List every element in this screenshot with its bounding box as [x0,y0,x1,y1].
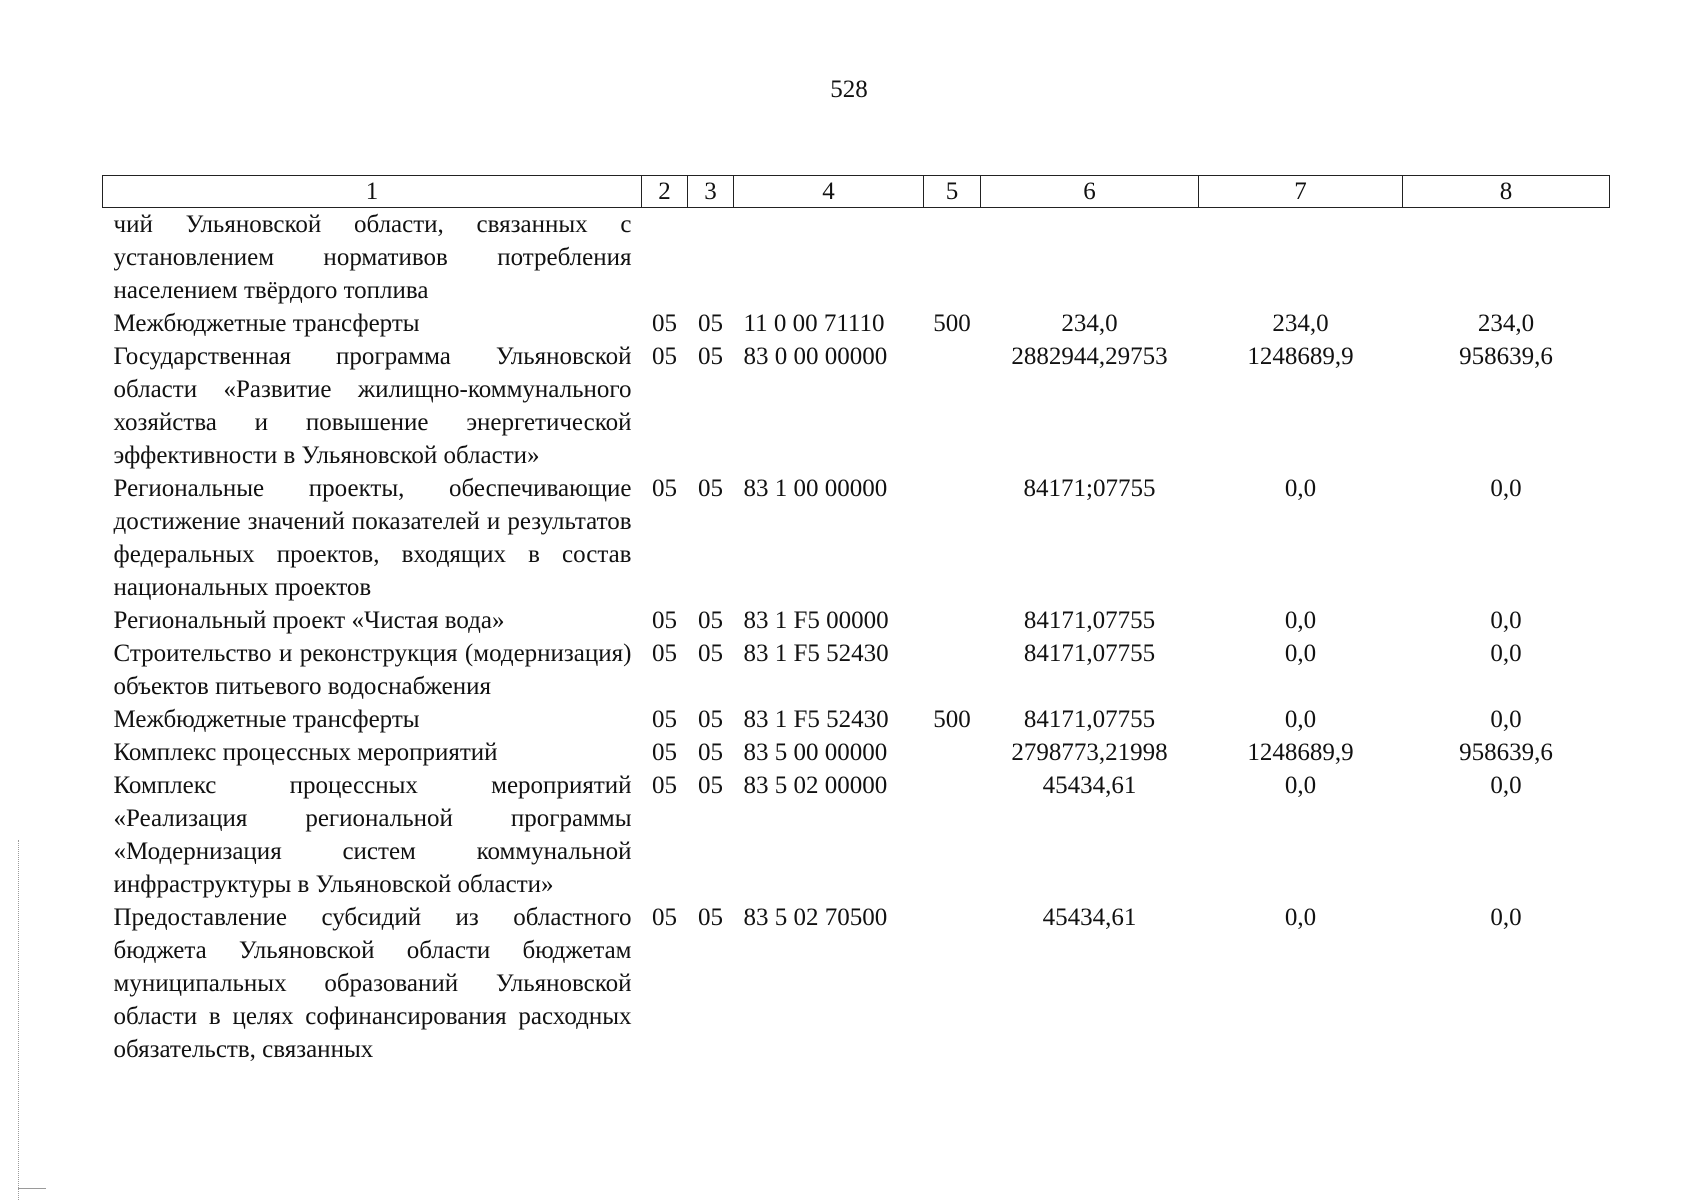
row-section: 05 [652,343,677,370]
row-amount-col8: 0,0 [1490,772,1522,799]
column-header-4: 4 [734,176,924,208]
row-amount-col6: 84171,07755 [1023,640,1156,667]
row-section [642,208,688,308]
page-number: 528 [830,76,868,103]
scan-margin-line [18,840,20,1200]
row-amount-col6: 84171;07755 [1023,475,1156,502]
row-expense-type [924,340,981,472]
row-expense-type [924,736,981,769]
table-header [103,176,1610,208]
row-subsection: 05 [698,739,723,766]
row-amount-col8: 958639,6 [1459,343,1553,370]
row-name: Региональный проект «Чистая вода» [113,607,505,634]
row-amount-col8: 958639,6 [1459,739,1553,766]
row-subsection: 05 [698,640,723,667]
scan-corner-mark [18,1188,46,1190]
row-section: 05 [652,310,677,337]
row-section: 05 [652,607,677,634]
row-amount-col8: 0,0 [1490,904,1522,931]
column-header-3: 3 [688,176,734,208]
row-name: Комплекс процессных мероприятий «Реализация региональной программы «Модернизация систем коммунальной инфраструктуры в Ульяновской области» [113,772,632,898]
row-amount-col7: 0,0 [1284,706,1317,733]
row-subsection: 05 [698,475,723,502]
table-row [103,340,1610,472]
column-header-1: 1 [103,176,642,208]
row-target-code: 83 0 00 00000 [743,343,888,370]
row-amount-col7: 0,0 [1284,772,1317,799]
row-section: 05 [652,739,677,766]
row-target-code: 83 1 F5 52430 [743,640,889,667]
row-subsection: 05 [698,706,723,733]
row-name: чий Ульяновской области, связанных с установлением нормативов потребления населением твёрдого топлива [113,211,632,304]
row-expense-type [924,208,981,308]
row-amount-col6: 84171,07755 [1023,706,1156,733]
row-amount-col7: 0,0 [1284,475,1317,502]
row-section: 05 [652,904,677,931]
row-target-code: 83 5 02 00000 [743,772,888,799]
row-amount-col7: 234,0 [1272,310,1329,337]
budget-table-container [102,175,1609,1066]
row-expense-type [924,901,981,1066]
row-section: 05 [652,475,677,502]
row-target-code: 83 1 F5 00000 [743,607,889,634]
table-row [103,604,1610,637]
table-row [103,637,1610,703]
row-amount-col6: 234,0 [1061,310,1118,337]
row-amount-col7: 0,0 [1284,640,1317,667]
row-expense-type [924,769,981,901]
row-name: Межбюджетные трансферты [113,310,420,337]
row-subsection: 05 [698,607,723,634]
row-subsection: 05 [698,310,723,337]
row-name: Предоставление субсидий из областного бюджета Ульяновской области бюджетам муниципальных образований Ульяновской области в целях софинансирования расходных обязательств, связанных [113,904,632,1063]
row-subsection: 05 [698,904,723,931]
row-name: Государственная программа Ульяновской области «Развитие жилищно-коммунального хозяйства и повышение энергетической эффективности в Ульяновской области» [113,343,632,469]
table-row [103,307,1610,340]
row-amount-col8: 0,0 [1490,706,1522,733]
row-target-code: 11 0 00 71110 [743,310,885,337]
row-amount-col8: 0,0 [1490,475,1522,502]
row-amount-col8: 0,0 [1490,607,1522,634]
row-subsection [688,208,734,308]
table-row [103,736,1610,769]
row-expense-type [924,472,981,604]
row-amount-col6 [981,208,1199,308]
row-section: 05 [652,706,677,733]
row-section: 05 [652,640,677,667]
row-amount-col6: 2882944,29753 [1011,343,1168,370]
row-amount-col6: 84171,07755 [1023,607,1156,634]
row-name: Региональные проекты, обеспечивающие достижение значений показателей и результатов федеральных проектов, входящих в состав национальных проектов [113,475,632,601]
column-header-7: 7 [1199,176,1403,208]
row-amount-col7: 1248689,9 [1247,739,1354,766]
row-amount-col6: 2798773,21998 [1011,739,1168,766]
column-header-8: 8 [1403,176,1610,208]
row-target-code: 83 5 00 00000 [743,739,888,766]
row-section: 05 [652,772,677,799]
row-expense-type [924,637,981,703]
row-target-code [734,208,924,308]
header-row [103,176,1610,208]
row-name: Межбюджетные трансферты [113,706,420,733]
column-header-6: 6 [981,176,1199,208]
column-header-5: 5 [924,176,981,208]
budget-table [102,175,1610,1066]
row-amount-col7 [1199,208,1403,308]
row-expense-type [924,604,981,637]
row-amount-col8: 0,0 [1490,640,1522,667]
row-subsection: 05 [698,772,723,799]
row-amount-col6: 45434,61 [1042,772,1137,799]
table-row [103,769,1610,901]
row-amount-col6: 45434,61 [1042,904,1137,931]
table-row [103,703,1610,736]
row-amount-col7: 0,0 [1284,607,1317,634]
table-row [103,901,1610,1066]
row-expense-type: 500 [933,310,971,337]
row-amount-col7: 0,0 [1284,904,1317,931]
row-amount-col8 [1403,208,1610,308]
row-name: Строительство и реконструкция (модернизация) объектов питьевого водоснабжения [113,640,632,700]
column-header-2: 2 [642,176,688,208]
row-target-code: 83 1 00 00000 [743,475,888,502]
row-target-code: 83 1 F5 52430 [743,706,889,733]
row-subsection: 05 [698,343,723,370]
row-name: Комплекс процессных мероприятий [113,739,498,766]
row-amount-col7: 1248689,9 [1247,343,1354,370]
row-target-code: 83 5 02 70500 [743,904,888,931]
table-row [103,472,1610,604]
table-body [103,208,1610,1067]
row-expense-type: 500 [933,706,971,733]
table-row [103,208,1610,308]
row-amount-col8: 234,0 [1477,310,1535,337]
